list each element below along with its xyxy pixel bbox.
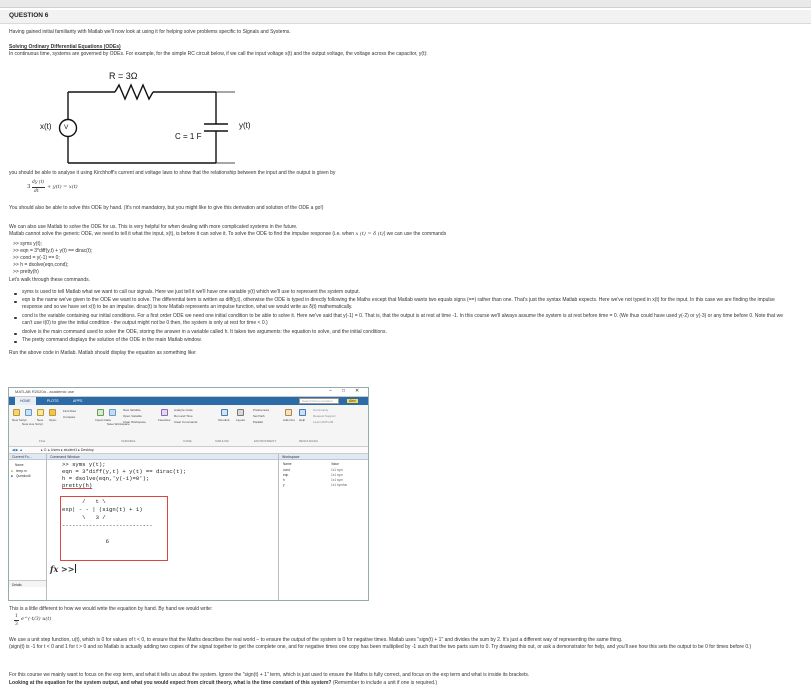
ribbon-community[interactable]: Community (313, 408, 329, 412)
matlab-intro-2 (9, 231, 446, 238)
current-folder-header (9, 454, 46, 460)
section-intro: In continuous time, systems are governed by ODEs. For example, for the simple RC circuit below, if we call the input voltage x(t) and the output voltage, the voltage across the capacitor, y(t): (9, 51, 428, 57)
add-ons-icon[interactable] (285, 409, 292, 416)
ode-coef: 3 (27, 184, 31, 190)
matlab-path-bar (9, 447, 368, 454)
tab-home[interactable]: HOME (15, 397, 36, 405)
command-line-5: >> pretty(h) (13, 269, 39, 275)
command-window-title: Command Window (50, 454, 80, 459)
ribbon-open-variable[interactable]: Open Variable (123, 414, 142, 418)
group-simulink: SIMULINK (215, 439, 230, 443)
details-bar[interactable] (9, 580, 46, 587)
bullet-dot (14, 315, 18, 319)
pretty-out-3: \ 3 / (62, 514, 106, 521)
import-data-icon[interactable] (97, 409, 104, 416)
help-icon[interactable] (299, 409, 306, 416)
matlab-intro-2a: Matlab cannot solve the generic ODE, we need to tell it what the input, x(t), is before it can solve it. To solve the ODE to find the impulse response (i.e. when (9, 231, 355, 237)
ribbon-new-script[interactable]: New Script (12, 418, 27, 422)
command-line-3: >> cond = y(-1) == 0; (13, 255, 60, 261)
tab-apps[interactable]: APPS (73, 398, 83, 403)
ribbon-run-and-time[interactable]: Run and Time (174, 414, 193, 418)
bullet-dot (14, 291, 18, 295)
workspace-header (279, 454, 368, 460)
group-environment: ENVIRONMENT (254, 439, 277, 443)
maximize-icon[interactable]: □ (342, 388, 346, 394)
file-icon: ■ (11, 474, 13, 478)
minimize-icon[interactable]: – (329, 388, 332, 394)
capacitor-label: C = 1 F (175, 132, 202, 141)
new-icon[interactable] (37, 409, 44, 416)
new-live-script-icon[interactable] (25, 409, 32, 416)
command-line-4: >> h = dsolve(eqn,cond); (13, 262, 69, 268)
layout-icon[interactable] (237, 409, 244, 416)
bullet-dot (14, 331, 18, 335)
command-window[interactable] (47, 454, 279, 600)
text-cursor (75, 564, 76, 573)
bullet-pretty: The pretty command displays the solution of the ODE in the main Matlab window. (22, 337, 202, 343)
input-label: x(t) (40, 122, 52, 131)
simulink-icon[interactable] (221, 409, 228, 416)
ribbon-layout[interactable]: Layout (236, 418, 246, 422)
question-title: QUESTION 6 (9, 12, 49, 19)
top-bar (0, 0, 811, 8)
bullet-dot (14, 339, 18, 343)
folder-item[interactable]: Question6 (16, 474, 31, 478)
cmd-line-4: pretty(h) (62, 482, 93, 489)
ribbon-request-support[interactable]: Request Support (313, 414, 336, 418)
section-heading: Solving Ordinary Differential Equations (ODEs) (9, 44, 121, 50)
search-input[interactable] (299, 398, 339, 404)
current-path[interactable]: ▸ C: ▸ Users ▸ student1 ▸ Desktop (41, 448, 94, 452)
close-icon[interactable]: ✕ (355, 388, 360, 394)
workspace-panel (279, 454, 368, 600)
command-line-2: >> eqn = 3*diff(y,t) + y(t) == dirac(t); (13, 248, 93, 254)
ribbon-learn-matlab[interactable]: Learn MATLAB (313, 420, 334, 424)
ribbon-new-variable[interactable]: New Variable (123, 408, 141, 412)
group-resources: RESOURCES (299, 439, 319, 443)
run-text: Run the above code in Matlab. Matlab should display the equation as something like: (9, 350, 197, 356)
group-variable: VARIABLE (121, 439, 136, 443)
ode-num: dy (t) (32, 180, 45, 185)
ribbon-save-workspace[interactable]: Save Workspace (107, 422, 130, 426)
details-label: Details (12, 582, 22, 587)
pretty-out-4: --------------------------- (62, 522, 153, 529)
matlab-intro-2c: ) we can use the commands (383, 231, 447, 237)
after-para-4 (9, 680, 437, 687)
cmd-line-1: >> syms y(t); (62, 461, 106, 468)
ws-row-name[interactable]: y (283, 483, 285, 487)
group-file: FILE (39, 439, 46, 443)
folder-col-name: Name (15, 463, 24, 467)
solution-den: 3 (15, 622, 18, 627)
pretty-out-5: 6 (62, 538, 109, 545)
kirchhoff-text: you should be able to analyse it using Kirchhoff's current and voltage laws to show that the relationship between the input and the output is given by (9, 170, 336, 176)
open-folder-icon[interactable] (49, 409, 56, 416)
byhand-text: You should also be able to solve this ODE by hand. (It's not mandatory, but you might like to give this derivation and solution of the ODE a go!) (9, 205, 324, 211)
new-script-icon[interactable] (13, 409, 20, 416)
ribbon-compare[interactable]: Compare (63, 415, 76, 419)
ribbon-preferences[interactable]: Preferences (253, 408, 270, 412)
current-folder-title: Current Fo... (12, 454, 32, 459)
ribbon-set-path[interactable]: Set Path (253, 414, 265, 418)
bullet-cond: cond is the variable containing our initial conditions. For a first order ODE we need one initial condition to be able to solve it. Here we've said that y(-1) = 0. That is, that the output is at rest at time -1. In this course we'll always assume the system is at rest before time = 0. (We thus could have used y(-2) or y(-3) or any time before 0. Note that we can't use t(0) to give the initial condition - the output might not be 0 then, the system is only at rest for time < 0.) (22, 313, 783, 326)
matlab-title: MATLAB R2020a - academic use (15, 389, 75, 394)
matlab-intro-1: We can also use Matlab to solve the ODE for us. This is very helpful for when dealing with more complicated systems in the future. (9, 224, 298, 230)
matlab-window (8, 387, 369, 601)
ribbon-find-files[interactable]: Find Files (63, 409, 77, 413)
group-code: CODE (183, 439, 192, 443)
ws-row-value: 1x1 sym (331, 473, 343, 477)
ribbon-analyze-code[interactable]: Analyze Code (174, 408, 193, 412)
bullet-syms: syms is used to tell Matlab what we want to call our signals. Here we just tell it we'll have one variable y(t) which we'll use to represent the system output. (22, 289, 360, 295)
ws-row-name[interactable]: h (283, 478, 285, 482)
ribbon-new[interactable]: New (37, 418, 44, 422)
ribbon-add-ons[interactable]: Add-Ons (283, 418, 295, 422)
ws-row-value: 1x1 sym (331, 478, 343, 482)
tab-plots[interactable]: PLOTS (47, 398, 59, 403)
matlab-ribbon (9, 405, 368, 447)
workspace-title: Workspace (282, 454, 300, 459)
intro-text: Having gained initial familiarity with Matlab we'll now look at using it for helping solve problems specific to Signals and Systems. (9, 29, 291, 35)
rc-circuit-diagram (40, 72, 280, 172)
ribbon-new-live-script[interactable]: New Live Script (22, 422, 43, 426)
file-icon: ■ (11, 469, 13, 473)
solution-equation (13, 613, 93, 633)
favorites-icon[interactable] (161, 409, 168, 416)
nav-arrows-icon[interactable]: ◀ ▶ ▲ (12, 448, 23, 452)
solution-rest: e^(-t/3) u(t) (21, 616, 52, 622)
ribbon-import-data[interactable]: Import Data (95, 418, 111, 422)
ws-row-name[interactable]: eqn (283, 473, 289, 477)
ribbon-open[interactable]: Open (49, 418, 57, 422)
walk-text: Let's walk through these commands. (9, 277, 90, 283)
folder-item[interactable]: temp.m (16, 469, 27, 473)
current-folder-panel (9, 454, 47, 600)
resistor-label: R = 3Ω (109, 71, 138, 81)
matlab-tab-strip (9, 397, 368, 405)
time-constant-question: Looking at the equation for the system output, and what you would expect from circuit theory, what is the time constant of this system? (9, 680, 332, 686)
ws-col-value: Value (331, 462, 339, 466)
command-line-1: >> syms y(t); (13, 241, 42, 247)
ws-row-name[interactable]: cond (283, 468, 290, 472)
pretty-out-1: / t \ (62, 498, 106, 505)
matlab-title-bar (9, 388, 368, 397)
ribbon-favorites[interactable]: Favorites (158, 418, 171, 422)
solution-num: 1 (15, 614, 18, 619)
ws-row-value: 1x1 symfun (331, 483, 348, 487)
ode-rest: + y(t) = x(t) (47, 184, 78, 190)
bullet-dsolve: dsolve is the main command used to solve the ODE, storing the answer in a variable called h. It takes two arguments: the equation to solve, and the initial conditions. (22, 329, 387, 335)
command-window-header (47, 454, 278, 460)
cmd-line-3: h = dsolve(eqn,'y(-1)=0'); (62, 475, 150, 482)
ribbon-simulink[interactable]: Simulink (218, 418, 230, 422)
ode-equation (27, 178, 147, 198)
after-para-2: (sign(t) is -1 for t < 0 and 1 for t > 0 and so Matlab is actually adding two copies of the signal together to get the complete one, and for negative times one copy has been multiplied by -1 such that the two parts sum to 0. Try drawing this out, or ask a demonstrator for help, and you'll see how this sets the output to be 0 for times before 0.) (9, 644, 752, 650)
ws-col-name: Name (283, 462, 292, 466)
ribbon-clear-workspace[interactable]: Clear Workspace (123, 420, 146, 424)
question-header (0, 10, 811, 24)
user-button[interactable]: Alex (349, 398, 356, 403)
command-prompt[interactable]: fx >> (50, 564, 75, 574)
ode-den: dt (34, 189, 39, 194)
save-workspace-icon[interactable] (109, 409, 116, 416)
bullet-eqn: eqn is the name we've given to the ODE we want to solve. The differential term is written as diff(y,t), otherwise the ODE is typed in directly following the Maths except that Matlab wants two equals signs (==) rather than one. That's just the syntax Matlab expects. Here we've not typed in x(t) for the input. In this case we are finding the impulse response and so we have set x(t) to be an impulse. dirac(t) is how Matlab represents an impulse function, what we would write as δ(t) mathematically. (22, 297, 775, 310)
after-line-1: This is a little different to how we would write the equation by hand. By hand we would write: (9, 606, 213, 612)
voltage-source-icon: V (64, 124, 69, 131)
cmd-line-2: eqn = 3*diff(y,t) + y(t) == dirac(t); (62, 468, 187, 475)
pretty-out-2: exp| - - | (sign(t) + 1) (62, 506, 143, 513)
after-para-3: For this course we mainly want to focus on the exp term, and what it tells us about the system. Ignore the "sign(t) + 1" term, which is just used to ensure the Maths is fully correct, and focus on the exp term and what is inside its brackets. (9, 672, 530, 678)
time-constant-note: (Remember to include a unit if one is required.) (331, 680, 438, 686)
ribbon-parallel[interactable]: Parallel (253, 420, 264, 424)
search-placeholder: Search Documentation (302, 399, 333, 404)
impulse-expr: x (t) = δ (t) (355, 231, 384, 237)
output-label: y(t) (239, 121, 251, 130)
bullet-dot (14, 299, 18, 303)
after-para-1: We use a unit step function, u(t), which is 0 for values of t < 0, to ensure that the Maths describes the real world – to ensure the output of the system is 0 for negative times. Matlab uses "sign(t) + 1" and divides the sum by 2. It's just a different way of representing the same thing. (9, 637, 623, 643)
ribbon-clear-commands[interactable]: Clear Commands (174, 420, 198, 424)
ws-row-value: 1x1 sym (331, 468, 343, 472)
ribbon-help[interactable]: Help (299, 418, 306, 422)
